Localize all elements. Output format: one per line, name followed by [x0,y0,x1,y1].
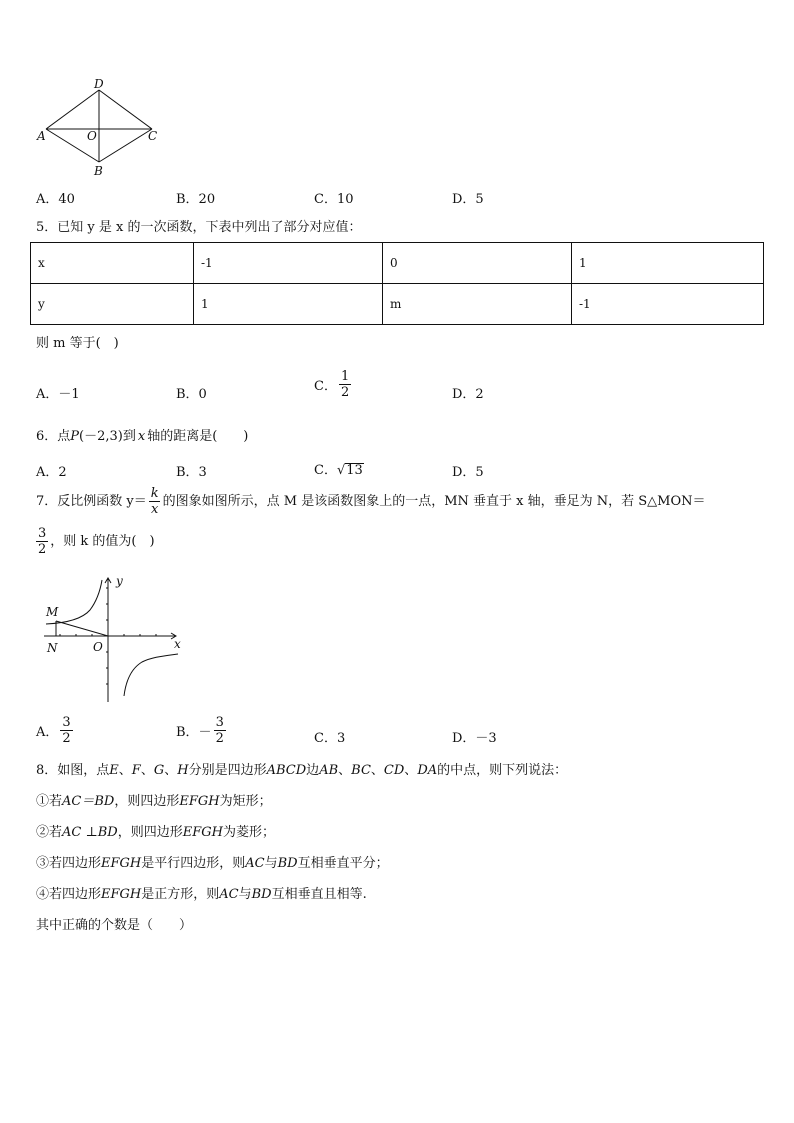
rhombus-side-cb [99,129,152,162]
q8-side-cd: CD [383,763,405,778]
q5-option-b[interactable]: B．0 [176,387,207,402]
q5-question: 则 m 等于( ) [36,336,119,351]
q7-fraction [149,487,161,516]
q8-s3-text: 与 [264,856,278,871]
q4-option-c[interactable]: C．10 [314,192,354,207]
rhombus-figure [30,76,170,181]
q8-s4-quad: EFGH [101,887,142,902]
q8-point-e: E [109,763,119,778]
q8-text: 、 [404,763,418,778]
q7-stem-line2 [36,527,155,556]
q8-s4-text: 与 [238,887,252,902]
q6-axis: x [137,429,146,444]
q8-s4-text: ④若四边形 [36,887,102,902]
q8-s3-ac: AC [245,856,265,871]
q5-stem: 5．已知 y 是 x 的一次函数，下表中列出了部分对应值： [36,220,362,235]
q7-suffix: 的图象如图所示，点 M 是该函数图象上的一点，MN 垂直于 x 轴，垂足为 N，若 S△MON＝ [162,494,706,510]
q8-text: 、 [370,763,384,778]
q6-prefix: 6．点 [36,429,71,444]
q8-s2-text: ，则四边形 [117,825,183,840]
label-o: O [87,129,97,143]
label-d: D [94,77,104,91]
q8-s3-text: 互相垂直平分； [297,856,389,871]
q8-side-bc: BC [351,763,371,778]
q7-option-d[interactable]: D．－3 [452,731,497,746]
q8-statement-2 [36,826,275,839]
graph-label-o: O [93,640,103,654]
graph-label-m: M [46,605,59,619]
rhombus-side-ad [46,90,99,129]
q8-text: 、 [338,763,352,778]
q6-option-c[interactable] [314,459,364,478]
q5-value-table [30,242,764,325]
table-row [31,284,764,325]
q8-text: 、 [164,763,178,778]
q7-option-a-fraction [60,716,72,745]
table-cell: x [31,243,194,284]
q5-option-c[interactable] [314,370,353,399]
fraction-denominator: 2 [38,541,47,557]
q8-text: 、 [140,763,154,778]
q5-option-c-fraction [339,370,351,399]
graph-label-n: N [47,641,58,655]
q8-text: 边 [306,763,320,778]
q6-point: P [70,429,80,444]
q8-s1-quad: EFGH [179,794,220,809]
q6-mid: 到 [122,429,136,444]
table-cell: 1 [572,243,764,284]
q8-s1-condition: AC＝BD [62,794,115,809]
rhombus-side-dc [99,90,152,129]
table-cell: -1 [572,284,764,325]
q6-option-b[interactable]: B．3 [176,465,207,480]
q8-side-ab: AB [319,763,339,778]
q8-quad-abcd: ABCD [266,763,307,778]
fraction-denominator: 2 [62,730,71,746]
fraction-numerator: 3 [215,715,224,730]
q8-s4-ac: AC [219,887,239,902]
fraction-denominator: 2 [215,730,224,746]
q7-stem-line1 [36,487,706,516]
q8-text: 的中点，则下列说法： [437,763,568,778]
q7-area-fraction [36,527,48,556]
q5-option-d[interactable]: D．2 [452,387,484,402]
q8-s2-quad: EFGH [182,825,223,840]
q8-s3-bd: BD [277,856,298,871]
q8-s1-text: ，则四边形 [114,794,180,809]
q8-s4-text: 互相垂直且相等. [271,887,367,902]
table-cell: 0 [383,243,572,284]
q6-option-c-prefix: C． [314,463,337,478]
fraction-numerator: 1 [340,369,350,384]
q8-statement-4 [36,888,367,901]
q7-option-a-prefix: A． [36,725,59,741]
graph-label-x: x [174,637,181,651]
q8-s2-text: ②若 [36,825,63,840]
fraction-numerator: k [150,486,159,501]
sqrt-symbol: √ [336,463,346,478]
q6-coords: (－2,3) [79,429,123,444]
q8-statement-3 [36,857,389,870]
label-c: C [148,129,158,143]
fraction-numerator: 3 [62,715,71,730]
q4-option-a[interactable]: A．40 [36,192,75,207]
q8-stem [36,764,567,777]
q8-statement-1 [36,795,272,808]
fraction-denominator: x [151,501,159,517]
q8-s1-text: ①若 [36,794,63,809]
graph-label-y: y [116,574,123,588]
q8-s2-condition: AC ⊥BD [62,825,118,840]
table-cell: y [31,284,194,325]
q7-inverse-function-graph [38,572,188,706]
q8-s2-text: 为菱形； [222,825,275,840]
q4-option-b[interactable]: B．20 [176,192,216,207]
q5-option-a[interactable]: A．－1 [36,387,80,402]
q8-text: 8．如图，点 [36,763,110,778]
q8-text: 分别是四边形 [188,763,267,778]
q8-s4-text: 是正方形，则 [141,887,220,902]
q7-option-b-prefix: B．－ [176,725,212,741]
table-cell: m [383,284,572,325]
q8-side-da: DA [417,763,438,778]
q8-s3-quad: EFGH [101,856,142,871]
table-cell: -1 [194,243,383,284]
q7-line2-suffix: ，则 k 的值为( ) [50,534,155,550]
q8-s4-bd: BD [251,887,272,902]
table-cell: 1 [194,284,383,325]
table-row [31,243,764,284]
q8-point-g: G [153,763,165,778]
q8-s1-text: 为矩形； [219,794,272,809]
q7-option-b[interactable] [176,716,228,745]
q6-option-c-radicand: 13 [346,463,363,478]
q7-option-b-fraction [214,716,226,745]
label-b: B [94,164,103,178]
hyperbola-branch-right [124,654,178,696]
q7-option-a[interactable] [36,716,75,745]
q8-point-h: H [177,763,189,778]
fraction-numerator: 3 [38,526,47,541]
q8-s3-text: ③若四边形 [36,856,102,871]
q6-suffix: 轴的距离是( ) [147,429,249,444]
q4-option-d[interactable]: D．5 [452,192,484,207]
q6-option-d[interactable]: D．5 [452,465,484,480]
q6-stem [36,430,248,443]
q7-prefix: 7．反比例函数 y＝ [36,494,147,510]
q8-point-f: F [131,763,141,778]
fraction-denominator: 2 [340,384,350,400]
q5-option-c-prefix: C． [314,379,337,395]
q8-s3-text: 是平行四边形，则 [141,856,246,871]
q8-question: 其中正确的个数是（ ） [36,918,193,933]
q6-option-a[interactable]: A．2 [36,465,67,480]
label-a: A [37,129,46,143]
segment-mo [56,621,108,636]
q7-option-c[interactable]: C．3 [314,731,346,746]
q8-text: 、 [118,763,132,778]
